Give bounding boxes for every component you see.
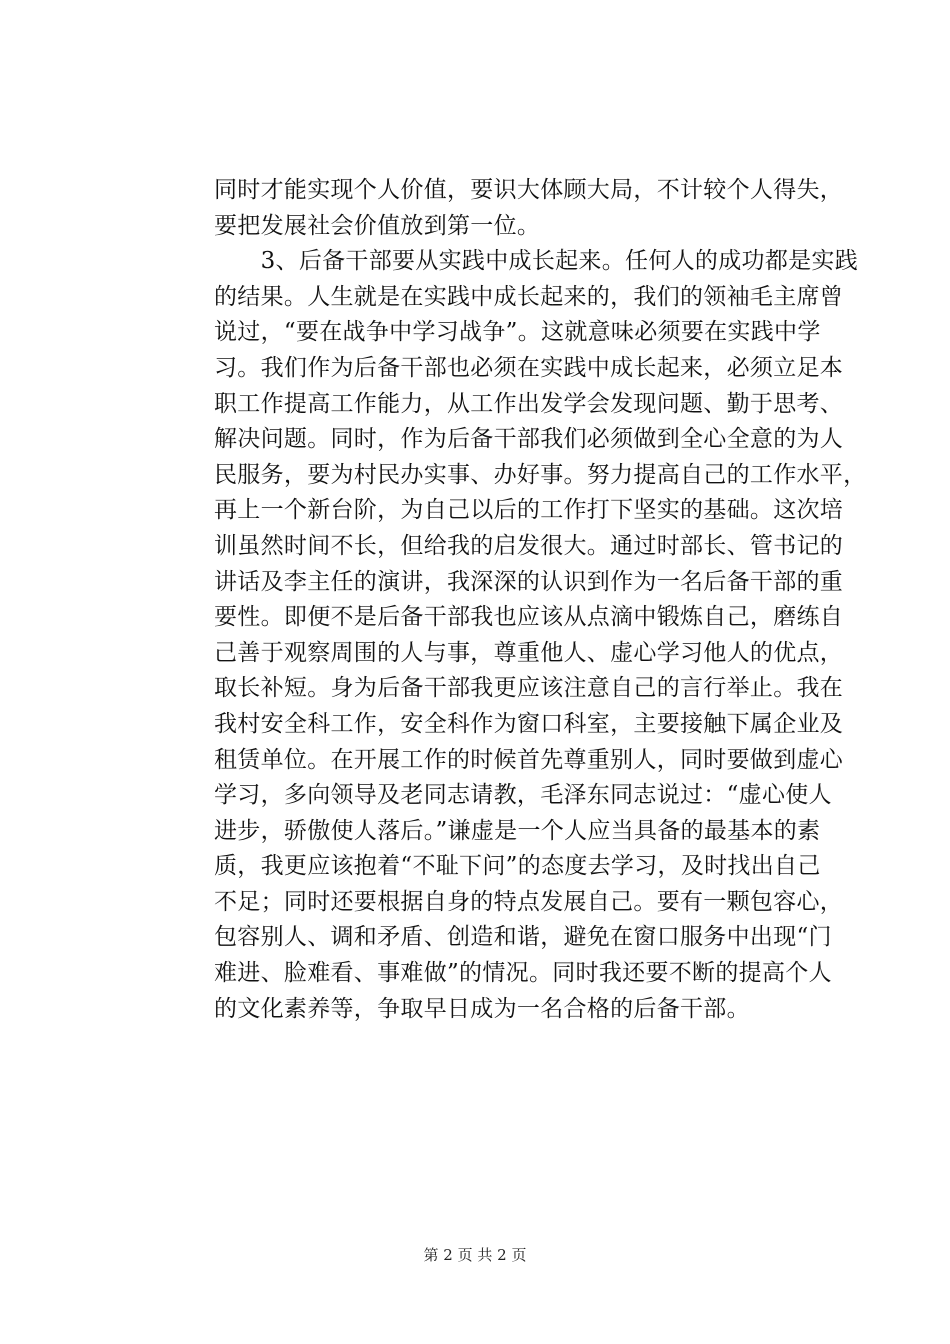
text-line: 学习，多向领导及老同志请教，毛泽东同志说过：“虚心使人 — [214, 782, 832, 809]
text-line: 的结果。人生就是在实践中成长起来的，我们的领袖毛主席曾 — [214, 283, 844, 310]
text-line: 要把发展社会价值放到第一位。 — [214, 212, 541, 239]
text-line: 己善于观察周围的人与事，尊重他人、虚心学习他人的优点， — [214, 639, 844, 666]
text-line: 质，我更应该抱着“不耻下问”的态度去学习，及时找出自己 — [214, 853, 821, 880]
text-line: 取长补短。身为后备干部我更应该注意自己的言行举止。我在 — [214, 675, 844, 702]
text-line: 包容别人、调和矛盾、创造和谐，避免在窗口服务中出现“门 — [214, 924, 832, 951]
text-line: 解决问题。同时，作为后备干部我们必须做到全心全意的为人 — [214, 426, 844, 453]
text-line: 习。我们作为后备干部也必须在实践中成长起来，必须立足本 — [214, 354, 844, 381]
text-line: 说过，“要在战争中学习战争”。这就意味必须要在实践中学 — [214, 319, 821, 346]
text-line: 的文化素养等，争取早日成为一名合格的后备干部。 — [214, 995, 750, 1022]
text-line: 再上一个新台阶，为自己以后的工作打下坚实的基础。这次培 — [214, 497, 844, 524]
text-line: 讲话及李主任的演讲，我深深的认识到作为一名后备干部的重 — [214, 568, 844, 595]
text-line: 租赁单位。在开展工作的时候首先尊重别人，同时要做到虚心 — [214, 746, 844, 773]
text-line: 要性。即便不是后备干部我也应该从点滴中锻炼自己，磨练自 — [214, 604, 844, 631]
text-line: 不足；同时还要根据自身的特点发展自己。要有一颗包容心， — [214, 888, 844, 915]
text-line: 职工作提高工作能力，从工作出发学会发现问题、勤于思考、 — [214, 390, 844, 417]
text-line: 我村安全科工作，安全科作为窗口科室，主要接触下属企业及 — [214, 710, 844, 737]
text-line: 难进、脸难看、事难做”的情况。同时我还要不断的提高个人 — [214, 960, 832, 987]
body-text — [214, 173, 867, 1027]
text-line: 同时才能实现个人价值，要识大体顾大局，不计较个人得失， — [214, 177, 844, 203]
text-line: 进步，骄傲使人落后。”谦虚是一个人应当具备的最基本的素 — [214, 817, 821, 844]
page-number-footer: 第 2 页 共 2 页 — [423, 1246, 527, 1264]
text-line: 3、后备干部要从实践中成长起来。任何人的成功都是实践 — [214, 248, 859, 275]
text-line: 民服务，要为村民办实事、办好事。努力提高自己的工作水平， — [214, 461, 867, 488]
text-line: 训虽然时间不长，但给我的启发很大。通过时部长、管书记的 — [214, 532, 844, 559]
